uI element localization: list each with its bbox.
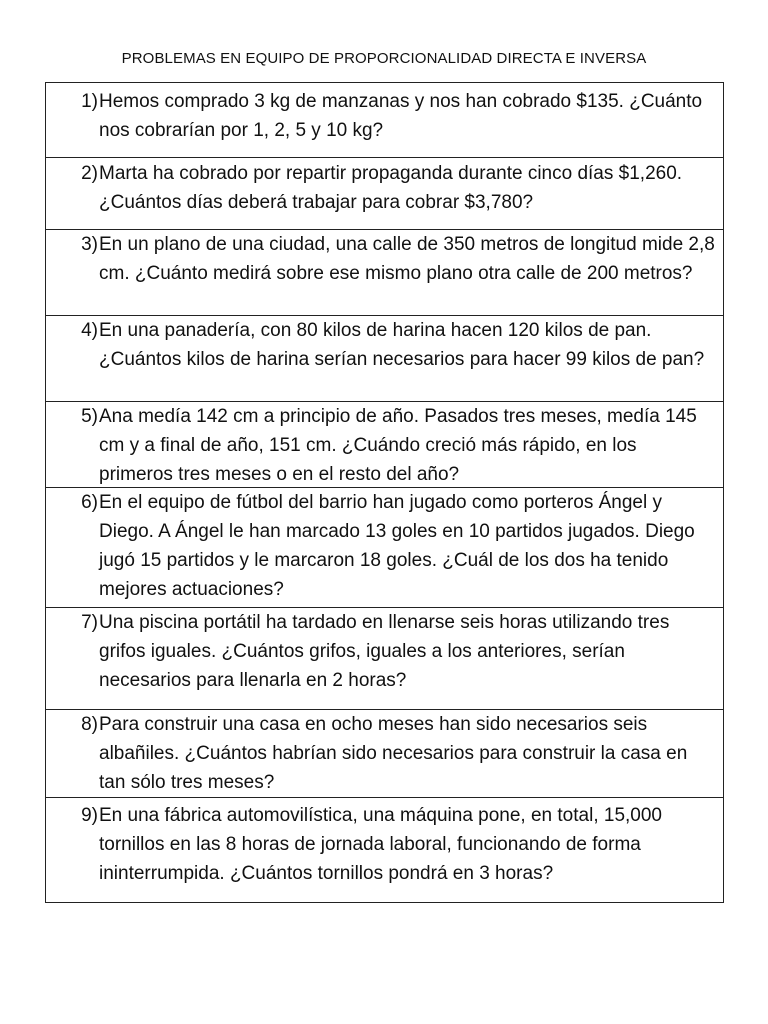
problem-text: Para construir una casa en ocho meses han sido necesarios seis albañiles. ¿Cuántos habrían sido necesarios para construir la casa en tan sólo tres meses? [99,714,688,793]
problem-text: Una piscina portátil ha tardado en llenarse seis horas utilizando tres grifos iguales. ¿Cuántos grifos, iguales a los anteriores, serían necesarios para llenarla en 2 horas? [99,612,670,691]
page-title: PROBLEMAS EN EQUIPO DE PROPORCIONALIDAD DIRECTA E INVERSA [121,50,647,67]
problem-number: 8) [81,714,98,735]
problem-text: Ana medía 142 cm a principio de año. Pasados tres meses, medía 145 cm y a final de año, 151 cm. ¿Cuándo creció más rápido, en los primeros tres meses o en el resto del año? [99,406,697,485]
problem-number: 5) [81,406,98,427]
problem-row-6 [46,488,723,608]
problem-row-3 [46,230,723,316]
problem-row-5 [46,402,723,488]
problem-text: En el equipo de fútbol del barrio han jugado como porteros Ángel y Diego. A Ángel le han marcado 13 goles en 10 partidos jugados. Diego jugó 15 partidos y le marcaron 18 goles. ¿Cuál de los dos ha tenido mejores actuaciones? [99,492,695,600]
problem-row-2 [46,158,723,230]
problem-number: 7) [81,612,98,633]
problems-table [45,82,724,903]
problem-number: 9) [81,805,98,826]
problem-text: En un plano de una ciudad, una calle de 350 metros de longitud mide 2,8 cm. ¿Cuánto medirá sobre ese mismo plano otra calle de 200 metros? [99,234,715,284]
problem-number: 6) [81,492,98,513]
problem-text: Marta ha cobrado por repartir propaganda durante cinco días $1,260. ¿Cuántos días deberá trabajar para cobrar $3,780? [99,163,683,213]
problem-text: Hemos comprado 3 kg de manzanas y nos han cobrado $135. ¿Cuánto nos cobrarían por 1, 2, 5 y 10 kg? [99,91,703,141]
problem-number: 3) [81,234,98,255]
problem-row-4 [46,316,723,402]
problem-row-9 [46,798,723,902]
problem-text: En una panadería, con 80 kilos de harina hacen 120 kilos de pan. ¿Cuántos kilos de harina serían necesarios para hacer 99 kilos de pan? [99,320,705,370]
problem-row-7 [46,608,723,710]
problem-row-1 [46,83,723,158]
problem-number: 4) [81,320,98,341]
problem-number: 2) [81,163,98,184]
problem-row-8 [46,710,723,798]
problem-number: 1) [81,91,98,112]
problem-text: En una fábrica automovilística, una máquina pone, en total, 15,000 tornillos en las 8 horas de jornada laboral, funcionando de forma ininterrumpida. ¿Cuántos tornillos pondrá en 3 horas? [99,805,662,884]
